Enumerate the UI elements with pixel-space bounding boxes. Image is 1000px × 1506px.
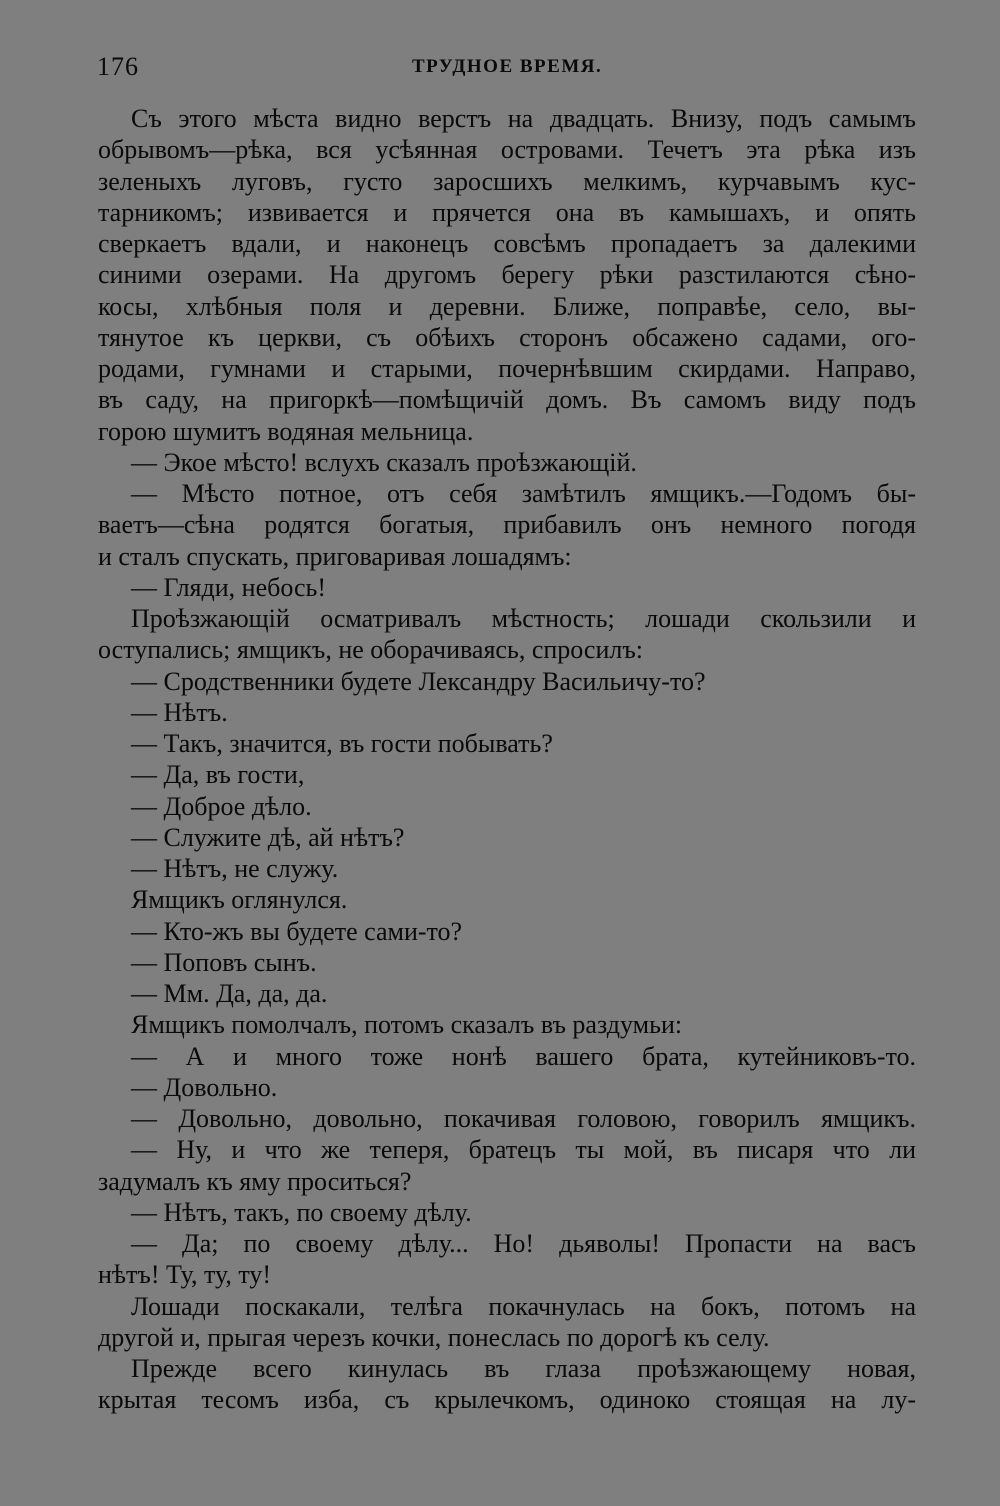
text-line: — Служите дѣ, ай нѣтъ? (131, 822, 405, 852)
text-line: тянутое къ церкви, съ обѣихъ сторонъ обсажено садами, ого- (98, 322, 916, 352)
text-line: — Мм. Да, да, да. (131, 979, 328, 1008)
text-line: — Нѣтъ, такъ, по своему дѣлу. (131, 1197, 472, 1227)
page-number: 176 (97, 52, 139, 81)
text-line: родами, гумнами и старыми, почернѣвшим скирдами. Направо, (98, 354, 916, 383)
text-line: — Доброе дѣло. (131, 791, 312, 821)
running-title: ТРУДНОЕ ВРЕМЯ. (412, 56, 603, 77)
text-line: Ямщикъ помолчалъ, потомъ сказалъ въ раздумьи: (131, 1010, 683, 1040)
text-line: горою шумитъ водяная мельница. (98, 416, 474, 446)
text-line: синими озерами. На другомъ берегу рѣки разстилаются сѣно- (98, 260, 916, 290)
text-line: Проѣзжающій осматривалъ мѣстность; лошади скользили и (131, 604, 916, 633)
text-line: косы, хлѣбныя поля и деревни. Ближе, поправѣе, село, вы- (98, 291, 916, 321)
text-line: тарникомъ; извивается и прячется она въ камышахъ, и опять (98, 197, 916, 227)
text-line: Лошади поскакали, телѣга покачнулась на бокъ, потомъ на (131, 1291, 916, 1321)
text-line: — Гляди, небось! (131, 572, 327, 602)
text-line: — Нѣтъ, не служу. (131, 854, 339, 883)
text-line: обрывомъ—рѣка, вся усѣянная островами. Течетъ эта рѣка изъ (98, 135, 916, 165)
text-line: — А и много тоже нонѣ вашего брата, кутейниковъ-то. (131, 1041, 916, 1071)
text-line: — Кто-жъ вы будете сами-то? (131, 916, 463, 946)
text-line: ваетъ—сѣна родятся богатыя, прибавилъ онъ немного погодя (98, 510, 916, 540)
text-line: — Нѣтъ. (131, 697, 228, 727)
text-line: крытая тесомъ изба, съ крылечкомъ, одиноко стоящая на лу- (98, 1385, 916, 1415)
text-line: — Экое мѣсто! вслухъ сказалъ проѣзжающій. (131, 447, 637, 477)
text-line: — Ну, и что же теперя, братецъ ты мой, въ писаря что ли (131, 1135, 916, 1165)
text-line: — Мѣсто потное, отъ себя замѣтилъ ямщикъ.—Годомъ бы- (131, 479, 916, 508)
text-line: сверкаетъ вдали, и наконецъ совсѣмъ пропадаетъ за далекими (98, 229, 916, 258)
text-line: Прежде всего кинулась въ глаза проѣзжающему новая, (131, 1354, 916, 1383)
text-line: — Такъ, значится, въ гости побывать? (131, 729, 553, 758)
text-line: другой и, прыгая черезъ кочки, понеслась по дорогѣ къ селу. (98, 1322, 770, 1352)
text-line: — Поповъ сынъ. (131, 947, 317, 977)
text-line: и сталъ спускать, приговаривая лошадямъ: (98, 541, 572, 571)
text-line: нѣтъ! Ту, ту, ту! (98, 1260, 272, 1290)
text-line: въ саду, на пригоркѣ—помѣщичій домъ. Въ самомъ виду подъ (98, 385, 916, 415)
body-text (98, 103, 916, 1416)
text-line: — Сродственники будете Лександру Васильичу-то? (131, 666, 706, 696)
text-line: Съ этого мѣста видно верстъ на двадцать. Внизу, подъ самымъ (131, 104, 916, 133)
text-line: — Довольно, довольно, покачивая головою, говорилъ ямщикъ. (131, 1104, 916, 1133)
text-line: — Довольно. (131, 1072, 278, 1102)
text-line: оступались; ямщикъ, не оборачиваясь, спросилъ: (98, 635, 644, 665)
text-line: зеленыхъ луговъ, густо заросшихъ мелкимъ, курчавымъ кус- (98, 166, 916, 196)
text-line: — Да; по своему дѣлу... Но! дьяволы! Пропасти на васъ (131, 1229, 916, 1258)
text-line: — Да, въ гости, (131, 760, 305, 790)
text-line: Ямщикъ оглянулся. (131, 885, 348, 915)
text-line: задумалъ къ яму проситься? (98, 1166, 412, 1196)
